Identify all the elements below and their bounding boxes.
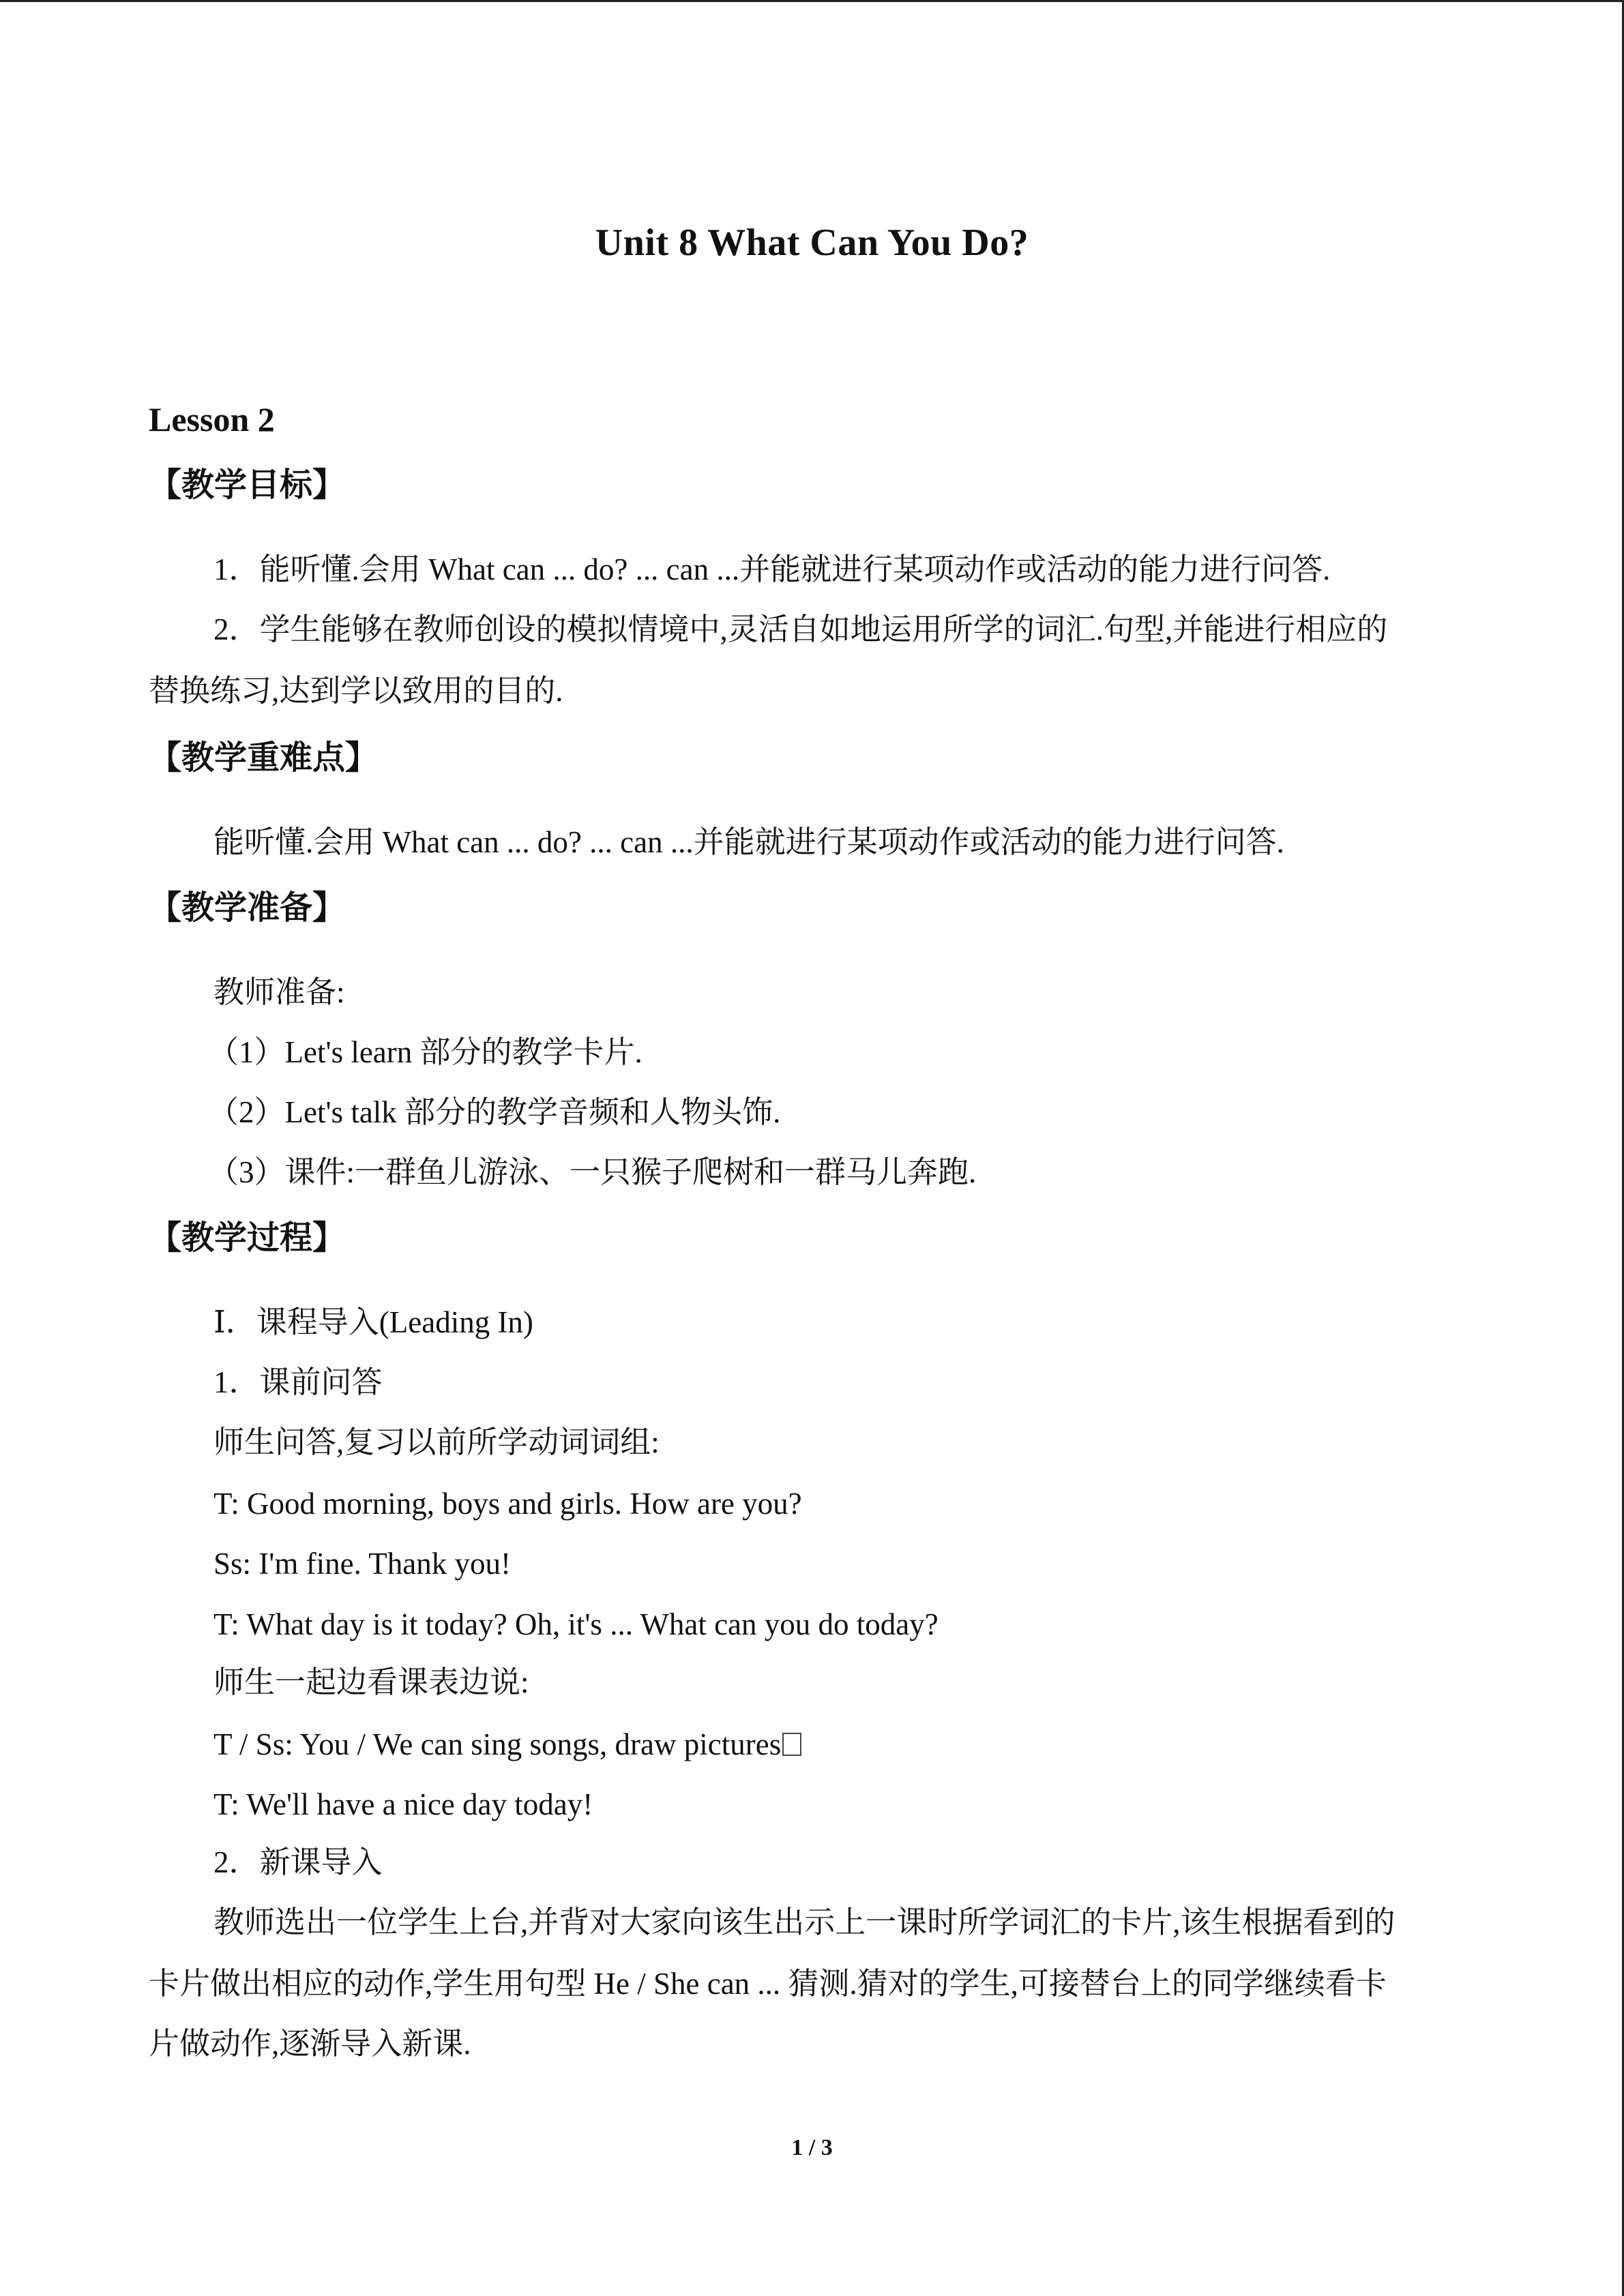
preparation-item-3: （3）课件:一群鱼儿游泳、一只猴子爬树和一群马儿奔跑. [208, 1155, 977, 1189]
preparation-item-2: （2）Let's talk 部分的教学音频和人物头饰. [208, 1095, 781, 1129]
preparation-intro: 教师准备: [213, 975, 345, 1009]
process-step-2-line-3: 片做动作,逐渐导入新课. [149, 2027, 471, 2061]
preparation-heading: 【教学准备】 [149, 889, 346, 927]
objectives-item-2-line-2: 替换练习,达到学以致用的目的. [149, 674, 563, 708]
process-step-1-desc-2: 师生一起边看课表边说: [213, 1665, 529, 1699]
dialog-line-3: T: What day is it today? Oh, it's ... What can you do today? [213, 1607, 939, 1641]
objectives-item-1: 1．能听懂.会用 What can ... do? ... can ...并能就进行某项动作或活动的能力进行问答. [213, 552, 1331, 586]
missing-glyph-box-icon [782, 1733, 801, 1756]
key-points-heading: 【教学重难点】 [149, 739, 379, 777]
dialog-line-2: Ss: I'm fine. Thank you! [213, 1547, 511, 1581]
process-step-1-desc: 师生问答,复习以前所学动词词组: [213, 1425, 660, 1459]
lesson-label: Lesson 2 [149, 400, 275, 438]
dialog-line-1: T: Good morning, boys and girls. How are you? [213, 1487, 802, 1521]
process-step-2-line-2: 卡片做出相应的动作,学生用句型 He / She can ... 猜测.猜对的学生,可接替台上的同学继续看卡 [149, 1967, 1387, 2001]
dialog-line-4-text: T / Ss: You / We can sing songs, draw pictures [213, 1727, 782, 1761]
key-points-text: 能听懂.会用 What can ... do? ... can ...并能就进行某项动作或活动的能力进行问答. [213, 825, 1284, 859]
process-step-1-title: 1．课前问答 [213, 1365, 383, 1399]
preparation-item-1: （1）Let's learn 部分的教学卡片. [208, 1035, 643, 1069]
process-step-2-line-1: 教师选出一位学生上台,并背对大家向该生出示上一课时所学词汇的卡片,该生根据看到的 [213, 1905, 1396, 1939]
dialog-line-5: T: We'll have a nice day today! [213, 1787, 593, 1821]
dialog-line-4 [213, 1724, 801, 1765]
objectives-item-2-line-1: 2．学生能够在教师创设的模拟情境中,灵活自如地运用所学的词汇.句型,并能进行相应的 [213, 612, 1388, 646]
page-number: 1 / 3 [791, 2135, 833, 2160]
document-title: Unit 8 What Can You Do? [595, 222, 1029, 264]
process-heading: 【教学过程】 [149, 1219, 346, 1257]
process-part-1-title: Ⅰ．课程导入(Leading In) [213, 1305, 533, 1339]
process-step-2-title: 2．新课导入 [213, 1845, 383, 1879]
objectives-heading: 【教学目标】 [149, 466, 346, 504]
